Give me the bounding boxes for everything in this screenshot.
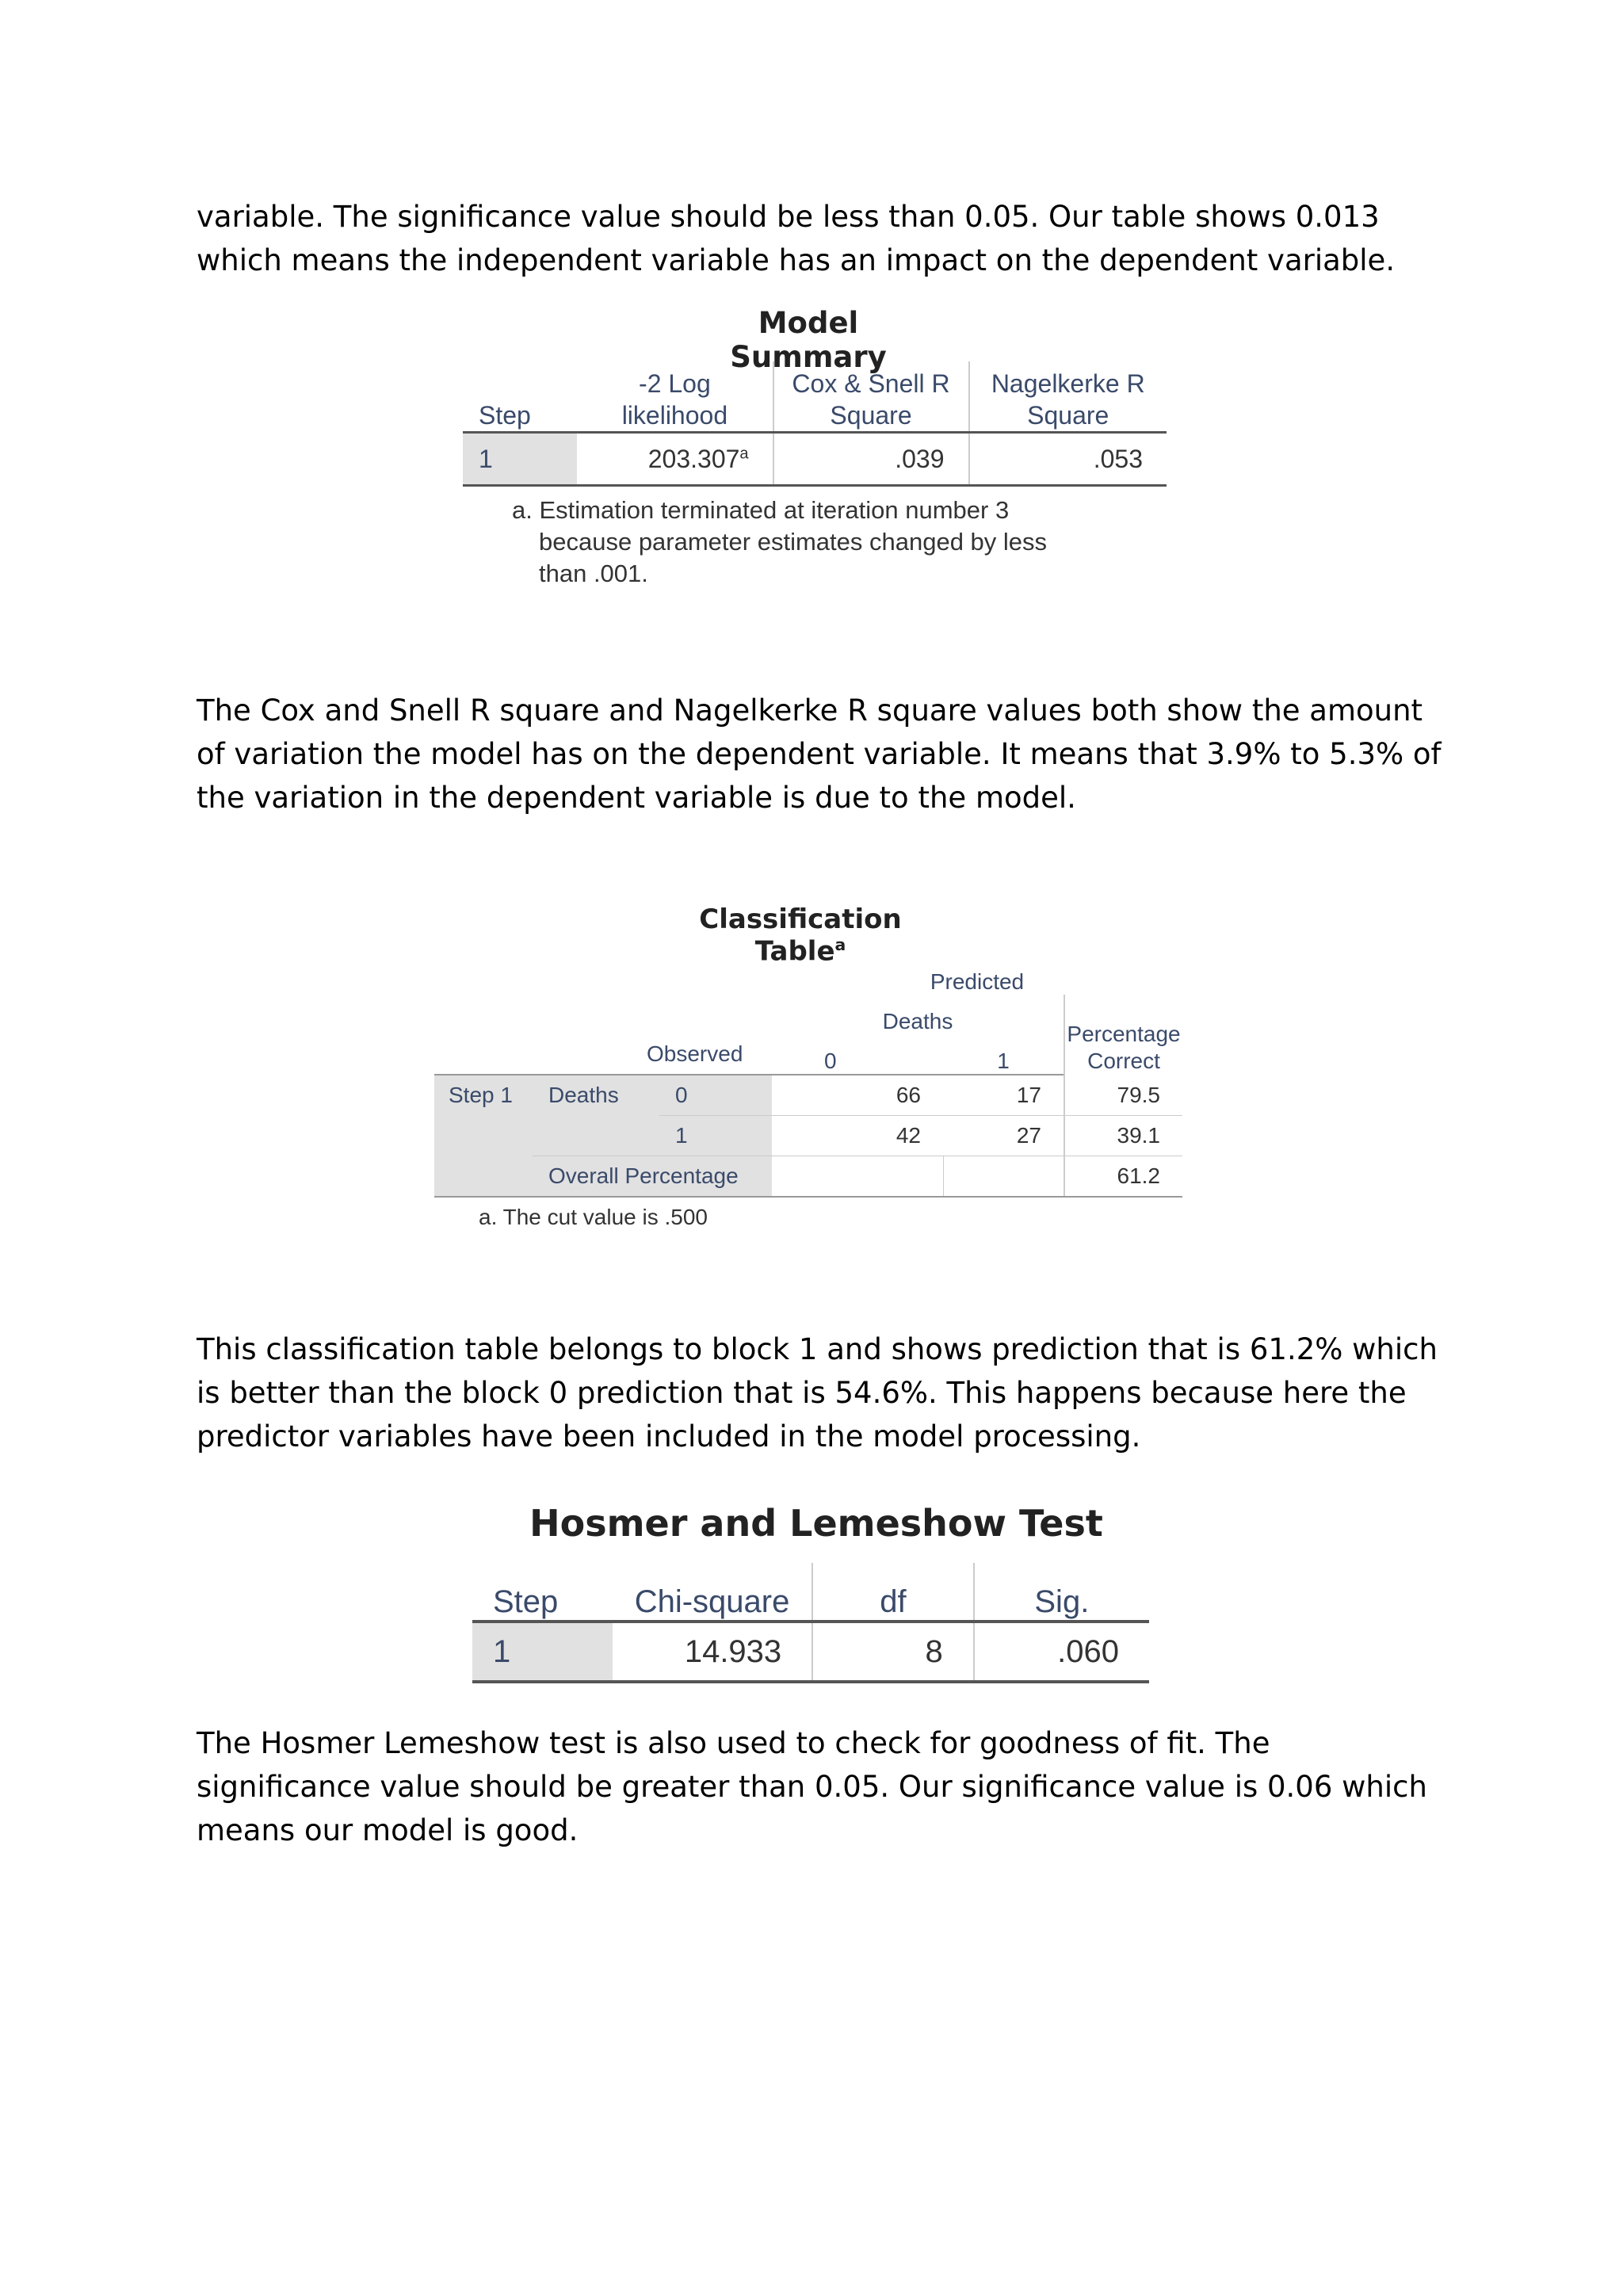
model-summary-title: Model Summary [730,306,887,374]
cell-value: 66 [896,1083,921,1107]
paragraph-classification: This classification table belongs to block 1 and shows prediction that is 61.2% which is better than the block 0 prediction that is 54.6%. This happens because here the predictor variables have been included in the model processing. [197,1332,1438,1454]
paragraph-r-square: The Cox and Snell R square and Nagelkerke R square values both show the amount of variation the model has on the dependent variable. It means that 3.9% to 5.3% of the variation in the dependent variable is due to the model. [197,693,1442,815]
cell-value: 17 [1016,1083,1041,1107]
header-df: df [812,1563,974,1622]
cell-value: 42 [772,1116,943,1156]
header-nagelkerke: Nagelkerke R Square [969,361,1167,433]
header-col-1: 1 [943,1034,1064,1075]
cell-step: Step 1 [434,1075,533,1116]
table-row [463,433,1167,486]
header-log-likelihood: -2 Log likelihood [621,369,728,430]
model-summary-footnote: a. Estimation terminated at iteration number 3 because parameter estimates changed by less than .001. [512,496,1048,587]
cell-chi-square: 14.933 [613,1622,812,1682]
model-summary-table [463,361,1167,487]
header-observed: Observed [533,1034,772,1075]
cell-cox-snell: .039 [773,433,969,486]
cell-nagelkerke: .053 [969,433,1167,486]
classification-table-title: Classification Table$^a$ [699,904,902,968]
hosmer-lemeshow-title: Hosmer and Lemeshow Test [529,1502,1103,1545]
cell-overall-label: Overall Percentage [533,1156,772,1198]
cell-sig: .060 [974,1622,1149,1682]
hosmer-lemeshow-table [472,1563,1149,1683]
classification-table [434,955,1182,1198]
classification-footnote: a. The cut value is .500 [479,1205,708,1229]
table-row [434,1156,1182,1198]
cell-df: 8 [812,1622,974,1682]
table-row [472,1622,1149,1682]
header-col-0: 0 [772,1034,943,1075]
header-step: Step [479,401,531,430]
cell-deaths-label: Deaths [533,1075,659,1116]
cell-category: 1 [659,1116,772,1156]
cell-step: 1 [463,433,577,486]
header-step: Step [493,1584,559,1619]
header-sig: Sig. [974,1563,1149,1622]
header-predicted: Predicted [930,969,1025,994]
cell-category: 0 [659,1075,772,1116]
cell-value: 27 [943,1116,1064,1156]
table-row [434,1116,1182,1156]
header-cox-snell: Cox & Snell R Square [773,361,969,433]
header-percentage-correct: Percentage Correct [1064,995,1182,1075]
header-deaths: Deaths [882,1009,953,1033]
cell-overall-percentage: 61.2 [1064,1156,1182,1198]
header-chi-square: Chi-square [634,1584,790,1619]
table-row [434,1075,1182,1116]
cell-step: 1 [472,1622,613,1682]
paragraph-significance: variable. The significance value should be less than 0.05. Our table shows 0.013 which means the independent variable has an impact on the dependent variable. [197,200,1396,277]
cell-log-likelihood: 203.307$^a$ [577,433,773,486]
paragraph-hosmer-lemeshow: The Hosmer Lemeshow test is also used to check for goodness of fit. The significance value should be greater than 0.05. Our significance value is 0.06 which means our model is good. [197,1726,1427,1847]
cell-percentage: 79.5 [1064,1075,1182,1116]
cell-percentage: 39.1 [1064,1116,1182,1156]
